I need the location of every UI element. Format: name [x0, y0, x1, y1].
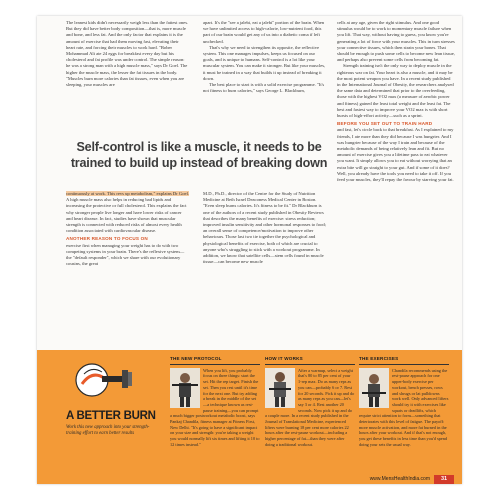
exercises-box [359, 356, 449, 448]
paragraph: and fast, let's circle back to that breakfast. As I explained to my friends, I ate more than they did because I was hungrier. And I was hungrier because of the way I train and because of the metabolic demands of being relatively lean and fit. But no amount of exercise gives you a lifetime pass to eat whatever you want. It simply allows you to eat without worrying that an extra bite will go straight to your gut. And if some of it does? Well, you already have the tools you need to take it off. If you feed your muscles, they'll repay the favour by starving your fat. [337, 127, 454, 183]
protocol-box [170, 356, 260, 448]
highlighted-text: continuously at work. This revs up metabolism," explains Dr Goel. [66, 191, 189, 196]
lifter-photo [359, 368, 389, 408]
sidebar-panel [37, 350, 462, 484]
column-2-top [203, 20, 326, 94]
how-it-works-box [265, 356, 355, 448]
paragraph: The leanest kids didn't necessarily weigh less than the fattest ones. But they did have better body composition—that is, more muscle and bone, and less fat. And the only factor that explains it is the amount of exercise that had them moving fast, elevating their heart rate, and forcing their muscles to work hard. "Bober Mohammad Ali ate 24 eggs for breakfast every day but his cholesterol and fat profile was under control. The simple reason: he was a strong man with a high muscle mass," says Dr Goel. The higher the muscle mass, the lesser the fat tissues in the body. "Muscles burn more calories than fat tissues, even when you are sleeping, your muscles are [66, 20, 189, 88]
paragraph: cells at any age, given the right stimulus. And one good stimulus would be to work to momentary muscle failure when you lift. That way, without having to guess, you know you're generating a lot of force with your muscles. This in turn stresses your connective tissues, which then strain your bones. That should be enough to push some cells to become new lean tissue, and perhaps also prevent some cells from becoming fat. [337, 20, 455, 63]
paragraph-text: A high muscle mass also helps in reducing bad lipids and increasing the protective or full cholesterol. This explains the fact why stronger people live longer and have lower risks of cancer and heart disease. In fact, studies have shown that muscular strength is connected with reduced risks of almost every health condition associated with cardiovascular disease. [66, 197, 187, 234]
website-url: www.MensHealthIndia.com [369, 476, 430, 482]
box-title: HOW IT WORKS [265, 356, 303, 361]
divider [359, 364, 449, 365]
divider [265, 364, 355, 365]
column-3 [337, 20, 455, 183]
box-text: After a warmup, select a weight that's 80 to 85 per cent of your 1-rep max. Do as many reps as you can—probably 6 or 7. Rest for 20 seconds. Pick it up and do as many reps as you can—let's say 3 or 4. Rest another 20 seconds. Now pick it up and do a couple more. In a recent study published in the Journal of Translational Medicine, experienced lifters were burning 18 per cent more calories 22 hours after the rest-pause workout—including a higher percentage of fat—than they were after doing a traditional workout. [265, 367, 355, 447]
box-title: THE EXERCISES [359, 356, 399, 361]
box-text: Chandila recommends using the rest-pause approach for one upper-body exercise per workout, bench presses, rows and shrugs or lat pulldowns work well. Only advanced lifters should try it with exercises like squats or deadlifts, which require strict attention to form—something that deteriorates with this level of fatigue. The payoff: more muscle activation, and more fat burned in the hours after your workout. And if that's not enough, you get these benefits in less time than you'd spend doing your sets the usual way. [359, 367, 449, 447]
panel-deck: Work this new approach into your strength-training effort to earn better results [66, 425, 150, 437]
paragraph: M.D., Ph.D., director of the Centre for the Study of Nutrition Medicine at Beth Israel Deaconess Medical Center in Boston. "Even sleep burns calories. It's fitness to be fit." Dr Blackburn is one of the authors of a recent study published in Obesity Reviews that describes the many benefits of exercise: stress reduction; improved insulin sensitivity and other hormonal responses to food; an overall sense of competence/motivation to improve other behaviours. Those last two tie together the psychological and physiological benefits of exercise, both of which are crucial to anyone who's struggling to stick with a workout programme. In addition, we know that satellite cells—stem cells found in muscle tissue—can become new muscle [203, 191, 326, 265]
column-1-bottom [66, 191, 189, 267]
box-header [265, 356, 355, 362]
box-title: THE NEW PROTOCOL [170, 356, 222, 361]
box-header [359, 356, 449, 362]
column-1-top [66, 20, 189, 88]
page-footer [37, 475, 462, 484]
paragraph: exercise first when managing your weight has to do with two competing systems in your brain. There's the reflexive system—the "default responder", which we share with our evolutionary cousins, the great [66, 242, 185, 267]
panel-header [66, 354, 166, 437]
paragraph: apart. It's the "see a jalebi, eat a jalebi" portion of the brain. When we have unlimited access to high-calorie, low-nutrient food, this part of our brain would get any of us into a diabetic coma if left unchecked. [203, 20, 325, 44]
paragraph: Strength training isn't the only way to deploy muscle in the righteous war on fat. Your heart is also a muscle, and it may be the most potent weapon you have. In a recent study published in the International Journal of Obesity, the researchers analysed the same data and determined that prior to the overfeeding, those with the highest VO2 max (a measure of aerobic power and fitness) gained the least total weight and the least fat. The best and fastest way to improve your VO2 max is with short bursts of high-effort activity—such as a sprint. [337, 63, 454, 119]
dumbbell-illustration [72, 354, 136, 404]
subhead: BEFORE YOU SET OUT TO TRAIN HARD [337, 121, 433, 127]
paragraph: The best place to start is with a solid exercise programme. "It's not fitness to burn calories," says George L. Blackburn, [203, 82, 325, 94]
paragraph [66, 191, 189, 234]
pull-quote: Self-control is like a muscle, it needs to be trained to build up instead of breaking down [70, 140, 328, 170]
box-header [170, 356, 260, 362]
paragraph: That's why we need to strengthen its opposite, the reflective system. This one manages impulses, keeps us focused on our goals, and is unique to humans. Self-control is a lot like your muscular system. You can make it stronger. But like your muscles, it must be trained in a way that builds it up instead of breaking it down. [203, 44, 326, 81]
divider [170, 364, 260, 365]
panel-title: A BETTER BURN [66, 410, 156, 422]
column-2-bottom [203, 191, 326, 265]
box-text: When you lift, you probably focus on three things: start the set. Hit the rep target. Finish the set. Then you rest until it's time for the next one. But try adding a break in the middle of the set—a technique known as rest-pause training—you can prompt a much bigger postworkout metabolic boost, says Pankaj Chandila, fitness manager at Fitness First, New Delhi. "It's going to have a significant impact on your size and strength: you're taking a weight you would normally lift six times and lifting it 10 to 12 times instead." [170, 367, 260, 447]
magazine-page [37, 16, 462, 484]
page-number: 31 [434, 475, 454, 484]
subhead: ANOTHER REASON TO FOCUS ON [66, 236, 148, 242]
lifter-photo [170, 368, 200, 408]
lifter-photo [265, 368, 295, 408]
